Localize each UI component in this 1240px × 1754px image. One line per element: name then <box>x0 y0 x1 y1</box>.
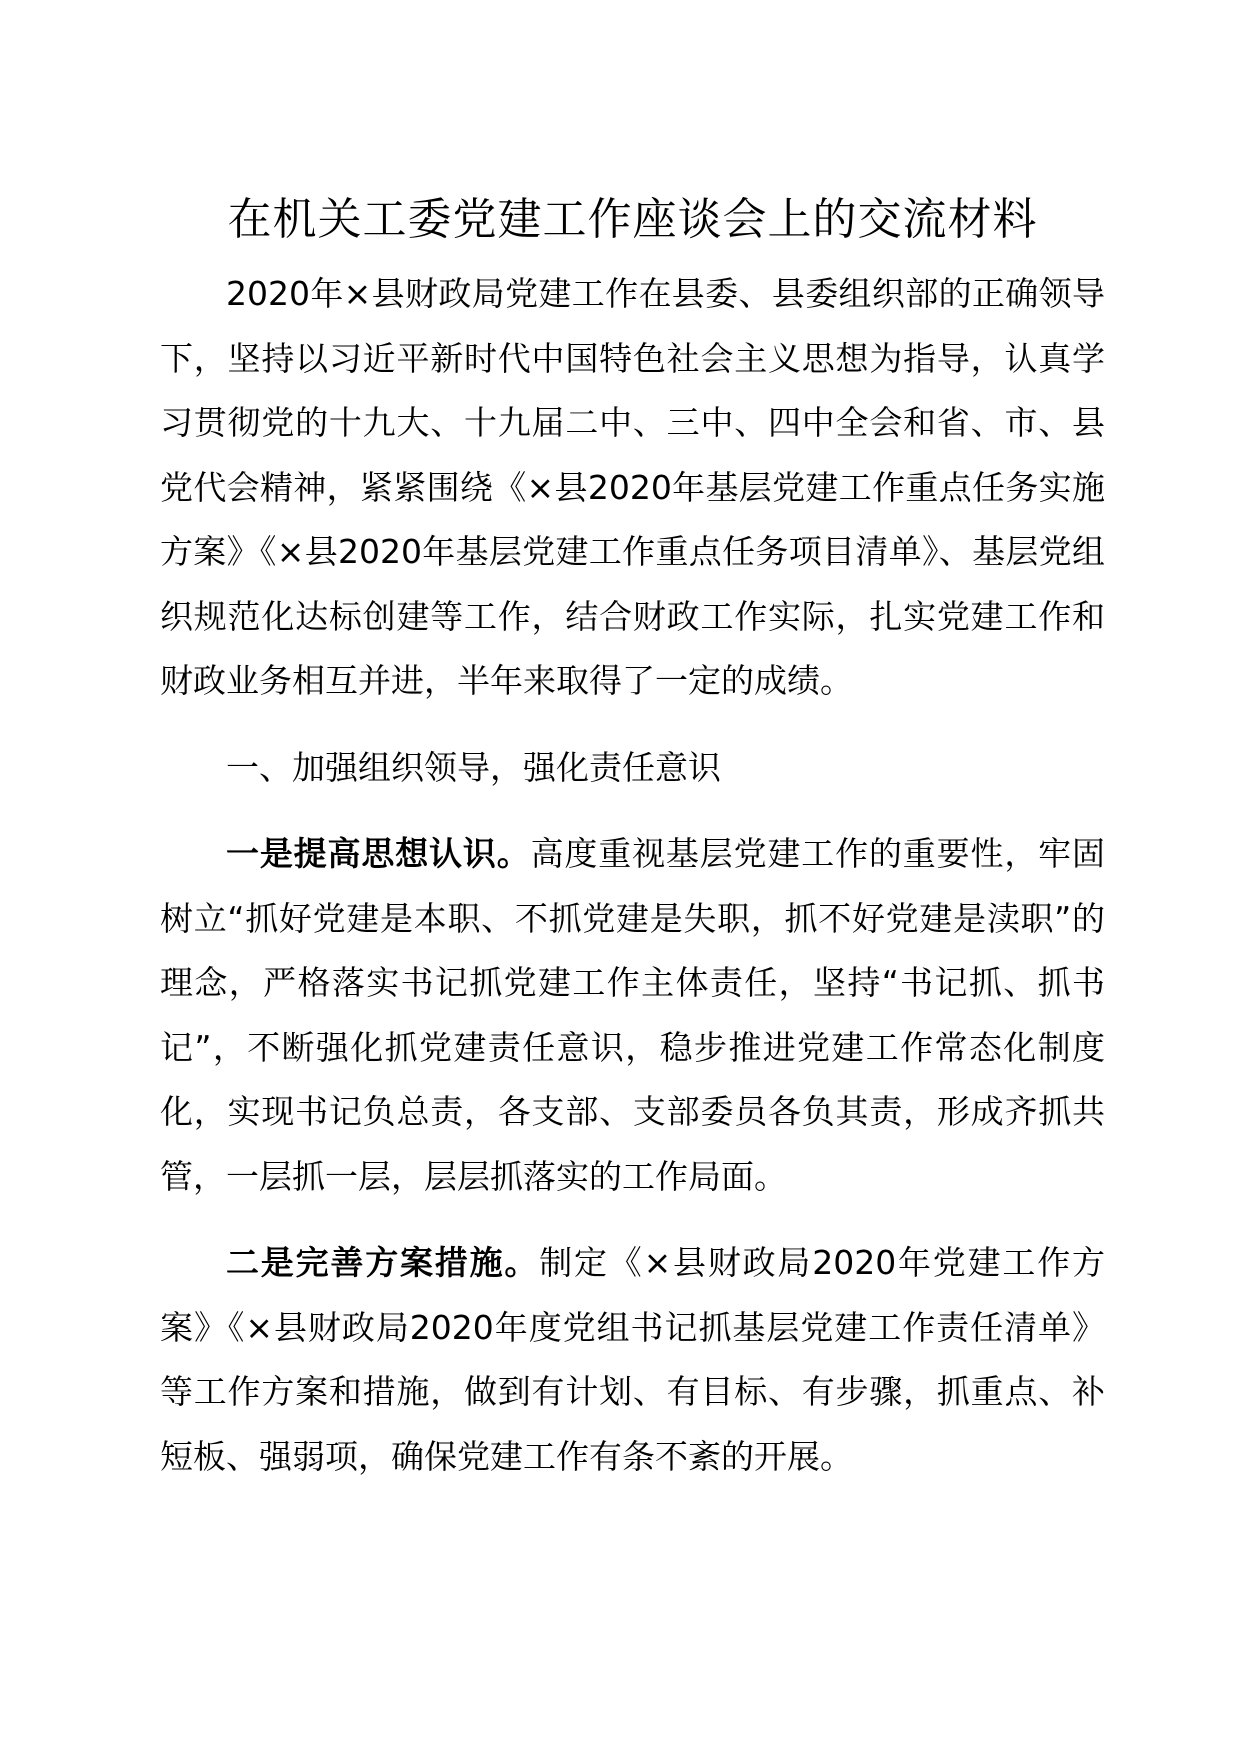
point-lead: 二是完善方案措施。 <box>226 1243 540 1282</box>
point-body: 制定《×县财政局2020年党建工作方案》《×县财政局2020年度党组书记抓基层党建工作责任清单》等工作方案和措施，做到有计划、有目标、有步骤，抓重点、补短板、强弱项，确保党建工作有条不紊的开展。 <box>160 1243 1105 1476</box>
point-paragraph-1 <box>160 822 1105 1209</box>
point-body: 高度重视基层党建工作的重要性，牢固树立“抓好党建是本职、不抓党建是失职，抓不好党建是渎职”的理念，严格落实书记抓党建工作主体责任，坚持“书记抓、抓书记”，不断强化抓党建责任意识，稳步推进党建工作常态化制度化，实现书记负总责，各支部、支部委员各负其责，形成齐抓共管，一层抓一层，层层抓落实的工作局面。 <box>160 834 1106 1196</box>
point-paragraph-2 <box>160 1231 1105 1489</box>
document-page <box>160 190 1105 1489</box>
point-lead: 一是提高思想认识。 <box>226 834 531 873</box>
intro-paragraph: 2020年×县财政局党建工作在县委、县委组织部的正确领导下，坚持以习近平新时代中国特色社会主义思想为指导，认真学习贯彻党的十九大、十九届二中、三中、四中全会和省、市、县党代会精神，紧紧围绕《×县2020年基层党建工作重点任务实施方案》《×县2020年基层党建工作重点任务项目清单》、基层党组织规范化达标创建等工作，结合财政工作实际，扎实党建工作和财政业务相互并进，半年来取得了一定的成绩。 <box>160 274 1105 700</box>
document-title: 在机关工委党建工作座谈会上的交流材料 <box>227 194 1038 245</box>
section-heading: 一、加强组织领导，强化责任意识 <box>226 747 721 787</box>
